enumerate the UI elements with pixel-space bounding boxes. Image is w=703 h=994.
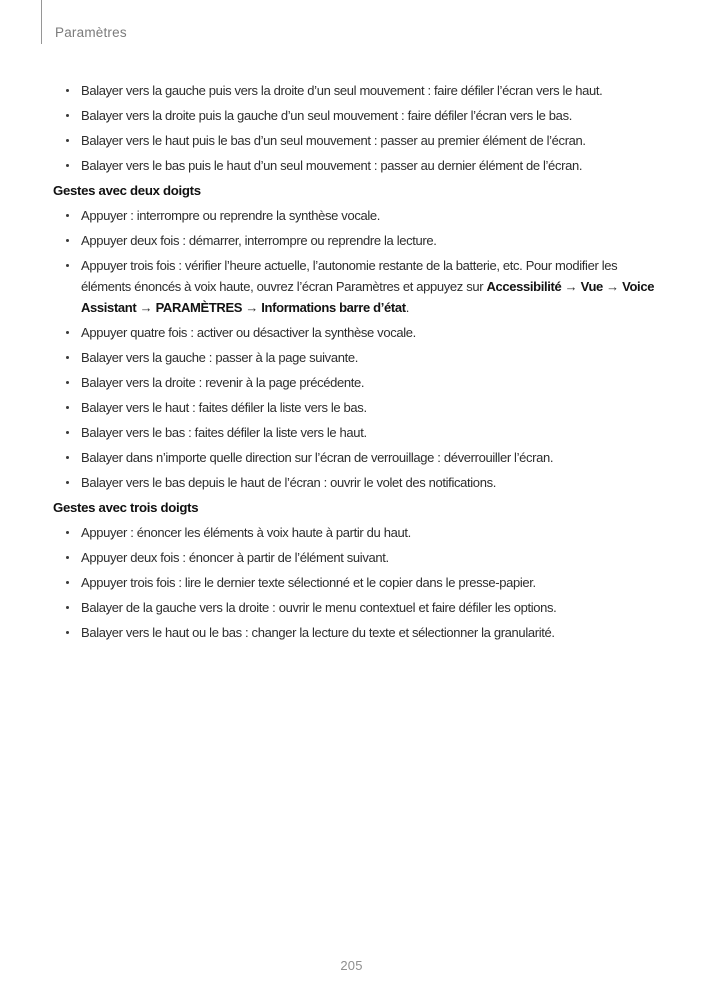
list-item-text — [81, 233, 437, 248]
text-segment: Appuyer deux fois : énoncer à partir de l’élément suivant. — [81, 550, 389, 565]
list-item-text — [81, 158, 582, 173]
list-item-text — [81, 133, 586, 148]
text-segment: Balayer dans n’importe quelle direction sur l’écran de verrouillage : déverrouiller l’écran. — [81, 450, 554, 465]
text-segment: . — [405, 300, 409, 315]
page-content — [53, 80, 663, 647]
bullet-dot — [66, 356, 69, 359]
text-segment: Balayer vers le bas puis le haut d’un seul mouvement : passer au dernier élément de l’écran. — [81, 158, 583, 173]
text-segment: Balayer vers la droite puis la gauche d’un seul mouvement : faire défiler l’écran vers le bas. — [81, 108, 572, 123]
bullet-dot — [66, 481, 69, 484]
list-item-text — [81, 475, 496, 490]
bullet-list — [53, 205, 663, 493]
text-segment: → — [602, 279, 623, 294]
list-item — [53, 597, 663, 618]
list-item — [53, 447, 663, 468]
bullet-dot — [66, 139, 69, 142]
bullet-dot — [66, 114, 69, 117]
bullet-dot — [66, 531, 69, 534]
list-item — [53, 205, 663, 226]
list-item — [53, 522, 663, 543]
text-segment: → — [242, 300, 262, 315]
gesture-section — [53, 80, 663, 176]
text-segment: Appuyer deux fois : démarrer, interrompre ou reprendre la lecture. — [81, 233, 437, 248]
list-item — [53, 397, 663, 418]
bullet-dot — [66, 239, 69, 242]
list-item — [53, 547, 663, 568]
gesture-section — [53, 180, 663, 493]
bullet-dot — [66, 164, 69, 167]
bold-text-segment: Voice Assistant — [81, 279, 655, 315]
text-segment: Appuyer trois fois : lire le dernier texte sélectionné et le copier dans le presse-papier. — [81, 575, 536, 590]
list-item — [53, 347, 663, 368]
list-item — [53, 130, 663, 151]
list-item-text — [81, 600, 556, 615]
text-segment: Balayer vers la gauche puis vers la droite d’un seul mouvement : faire défiler l’écran vers le haut. — [81, 83, 603, 98]
bullet-dot — [66, 331, 69, 334]
list-item-text — [81, 258, 654, 315]
bullet-dot — [66, 456, 69, 459]
list-item-text — [81, 625, 555, 640]
list-item-text — [81, 83, 602, 98]
list-item-text — [81, 400, 367, 415]
bold-text-segment: PARAMÈTRES — [155, 300, 243, 315]
list-item — [53, 622, 663, 643]
list-item — [53, 322, 663, 343]
list-item — [53, 80, 663, 101]
text-segment: Appuyer : énoncer les éléments à voix haute à partir du haut. — [81, 525, 411, 540]
text-segment: Balayer vers la droite : revenir à la page précédente. — [81, 375, 365, 390]
list-item-text — [81, 350, 358, 365]
text-segment: Balayer vers la gauche : passer à la page suivante. — [81, 350, 358, 365]
bullet-dot — [66, 264, 69, 267]
bullet-dot — [66, 606, 69, 609]
bullet-dot — [66, 381, 69, 384]
text-segment: Balayer vers le haut : faites défiler la liste vers le bas. — [81, 400, 367, 415]
text-segment: Balayer vers le haut puis le bas d’un seul mouvement : passer au premier élément de l’écran. — [81, 133, 586, 148]
list-item — [53, 422, 663, 443]
text-segment: Balayer vers le bas depuis le haut de l’écran : ouvrir le volet des notifications. — [81, 475, 496, 490]
text-segment: → — [561, 279, 581, 294]
list-item-text — [81, 108, 572, 123]
section-heading: Gestes avec deux doigts — [53, 183, 201, 198]
bullet-dot — [66, 631, 69, 634]
list-item — [53, 230, 663, 251]
text-segment: Appuyer trois fois : vérifier l’heure actuelle, l’autonomie restante de la batterie, etc. Pour modifier les éléments énoncés à voix haute, ouvrez l’écran Paramètres et appuyez sur — [81, 258, 618, 294]
text-segment: Appuyer quatre fois : activer ou désactiver la synthèse vocale. — [81, 325, 416, 340]
bullet-dot — [66, 406, 69, 409]
list-item-text — [81, 208, 380, 223]
text-segment: Appuyer : interrompre ou reprendre la synthèse vocale. — [81, 208, 381, 223]
gesture-section — [53, 497, 663, 643]
text-segment: Balayer vers le bas : faites défiler la liste vers le haut. — [81, 425, 367, 440]
list-item-text — [81, 425, 367, 440]
running-header-title: Paramètres — [55, 25, 127, 40]
list-item-text — [81, 525, 411, 540]
bullet-dot — [66, 431, 69, 434]
list-item-text — [81, 450, 553, 465]
header-rule — [41, 0, 42, 44]
list-item — [53, 255, 663, 318]
list-item — [53, 572, 663, 593]
bullet-dot — [66, 89, 69, 92]
list-item-text — [81, 325, 416, 340]
section-heading: Gestes avec trois doigts — [53, 500, 199, 515]
bold-text-segment: Vue — [580, 279, 603, 294]
list-item — [53, 472, 663, 493]
list-item — [53, 155, 663, 176]
list-item — [53, 105, 663, 126]
bullet-dot — [66, 556, 69, 559]
text-segment: Balayer vers le haut ou le bas : changer la lecture du texte et sélectionner la granularité. — [81, 625, 555, 640]
list-item — [53, 372, 663, 393]
bullet-dot — [66, 214, 69, 217]
page-number: 205 — [340, 958, 363, 973]
list-item-text — [81, 550, 389, 565]
bullet-list — [53, 522, 663, 643]
bold-text-segment: Informations barre d’état — [261, 300, 406, 315]
text-segment: → — [136, 300, 156, 315]
text-segment: Balayer de la gauche vers la droite : ouvrir le menu contextuel et faire défiler les options. — [81, 600, 557, 615]
list-item-text — [81, 575, 536, 590]
bullet-dot — [66, 581, 69, 584]
bold-text-segment: Accessibilité — [486, 279, 562, 294]
bullet-list — [53, 80, 663, 176]
list-item-text — [81, 375, 364, 390]
